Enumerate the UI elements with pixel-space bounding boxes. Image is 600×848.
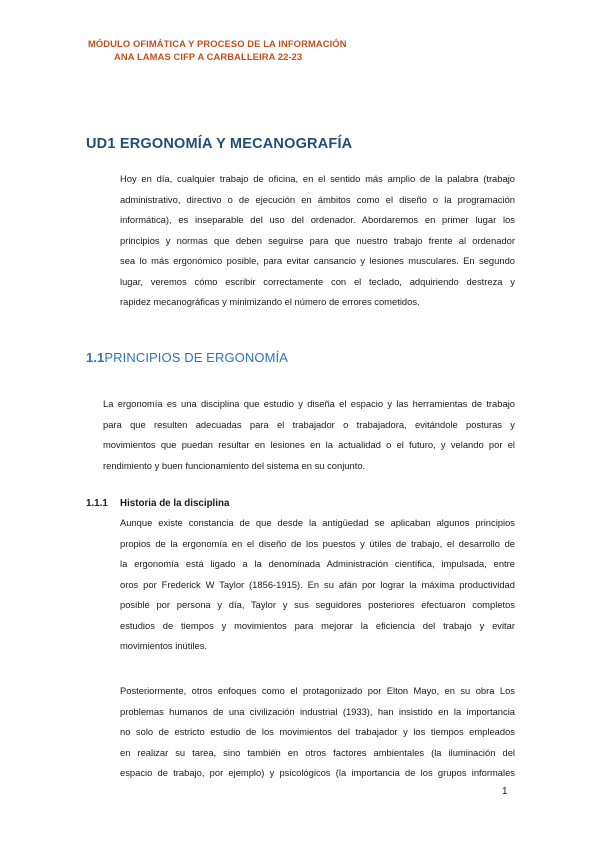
paragraph-line: no solo de estricto estudio de los movimientos del trabajador y los tiempos empleados (120, 726, 515, 737)
section-title: PRINCIPIOS DE ERGONOMÍA (104, 350, 288, 365)
paragraph-line: rapidez mecanográficas y minimizando el número de errores cometidos. (120, 296, 420, 307)
paragraph-line: La ergonomía es una disciplina que estudio y diseña el espacio y las herramientas de trabajo (103, 398, 515, 409)
paragraph-line: en realizar su tarea, sino también en otros factores ambientales (la iluminación del (120, 746, 515, 758)
intro-paragraph (120, 169, 515, 313)
page-number: 1 (502, 786, 508, 797)
paragraph-line: Aunque existe constancia de que desde la antigüedad se aplicaban algunos principios (120, 517, 515, 528)
history-paragraph-1 (120, 513, 515, 657)
paragraph-line: movimientos inútiles. (120, 640, 208, 651)
section-paragraph (103, 394, 515, 476)
paragraph-line: principios y normas que deben seguirse para que nuestro trabajo frente al ordenador (120, 234, 515, 246)
subsection-heading (86, 498, 229, 509)
paragraph-line: Posteriormente, otros enfoques como el protagonizado por Elton Mayo, en su obra Los (120, 685, 515, 696)
paragraph-line: propios de la ergonomía en el diseño de los puestos y útiles de trabajo, el desarrollo de (120, 537, 515, 549)
document-header (88, 37, 347, 63)
unit-heading: UD1 ERGONOMÍA Y MECANOGRAFÍA (86, 136, 353, 152)
paragraph-line: lugar, veremos cómo escribir correctamente con el teclado, adquiriendo destreza y (120, 275, 515, 287)
paragraph-line: oros por Frederick W Taylor (1856-1915). En su afán por lograr la máxima productividad (120, 578, 515, 590)
paragraph-line: para que resulten adecuadas para el trabajador o trabajadora, evitándole posturas y (103, 418, 515, 430)
paragraph-line: movimientos que puedan resultar en lesiones en la actualidad o el futuro, y velando por el (103, 439, 515, 450)
paragraph-line: espacio de trabajo, por ejemplo) y psicológicos (la importancia de los grupos informales (120, 767, 515, 778)
paragraph-line: la ergonomía está ligado a la denominada Administración científica, impulsada, entre (120, 558, 515, 569)
paragraph-line: Hoy en día, cualquier trabajo de oficina, en el sentido más amplio de la palabra (trabajo (120, 173, 515, 184)
header-author: ANA LAMAS CIFP A CARBALLEIRA 22-23 (114, 51, 303, 62)
paragraph-line: rendimiento y buen funcionamiento del sistema en su conjunto. (103, 459, 366, 471)
section-heading (86, 350, 288, 365)
subsection-number: 1.1.1 (86, 498, 108, 509)
paragraph-line: problemas humanos de una civilización industrial (1933), han insistido en la importancia (120, 705, 515, 717)
subsection-title: Historia de la disciplina (120, 498, 230, 509)
section-number: 1.1 (86, 350, 105, 365)
header-course-title: MÓDULO OFIMÁTICA Y PROCESO DE LA INFORMACIÓN (88, 38, 347, 49)
paragraph-line: posible por persona y día, Taylor y sus seguidores posteriores efectuaron completos (120, 599, 515, 610)
paragraph-line: sea lo más ergonómico posible, para evitar cansancio y lesiones musculares. En segundo (120, 255, 515, 266)
history-paragraph-2 (120, 681, 515, 784)
paragraph-line: informática), es inseparable del uso del ordenador. Abordaremos en primer lugar los (120, 214, 515, 225)
paragraph-line: estudios de tiempos y movimientos para mejorar la eficiencia del trabajo y evitar (120, 619, 515, 631)
paragraph-line: administrativo, directivo o de ejecución en ámbitos como el diseño o la programación (120, 193, 515, 205)
